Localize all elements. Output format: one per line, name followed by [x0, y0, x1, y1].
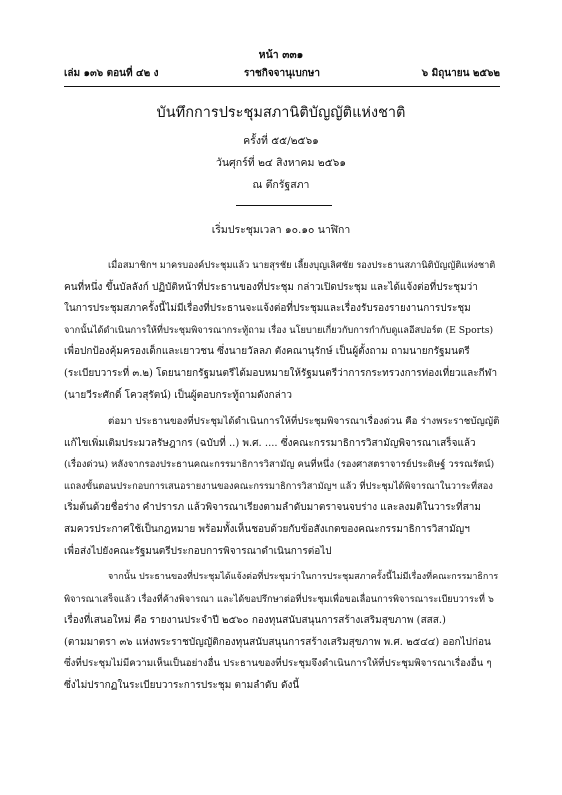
paragraph-line: เพื่อปกป้องคุ้มครองเด็กและเยาวชน ซึ่งนายวัลลภ ตังคณานุรักษ์ เป็นผู้ตั้งถาม ถามนายกรัฐมนตรี: [64, 346, 470, 358]
volume-issue: เล่ม ๑๓๖ ตอนที่ ๔๒ ง: [64, 68, 159, 79]
paragraph-line: ซึ่งไม่ปรากฏในระเบียบวาระการประชุม ตามลำดับ ดังนี้: [64, 679, 300, 691]
publication-date: ๖ มิถุนายน ๒๕๖๒: [421, 68, 500, 79]
paragraph-line: เริ่มต้นด้วยชื่อร่าง คำปรารภ แล้วพิจารณาเรียงตามลำดับมาตราจนจบร่าง และลงมติในวาระที่สาม: [64, 502, 481, 514]
paragraph-line: (เรื่องด่วน) หลังจากรองประธานคณะกรรมาธิการวิสามัญ คนที่หนึ่ง (รองศาสตราจารย์ประดิษฐ์ วรรณรัตน์): [64, 459, 495, 471]
header-divider: [64, 86, 500, 87]
session-number: ครั้งที่ ๕๕/๒๕๖๑: [243, 135, 319, 147]
paragraph-line: ในการประชุมสภาครั้งนี้ไม่มีเรื่องที่ประธานจะแจ้งต่อที่ประชุมและเรื่องรับรองรายงานการประชุม: [64, 303, 471, 315]
paragraph-line: สมควรประกาศใช้เป็นกฎหมาย พร้อมทั้งเห็นชอบด้วยกับข้อสังเกตของคณะกรรมาธิการวิสามัญฯ: [64, 523, 470, 535]
paragraph-line: เมื่อสมาชิกฯ มาครบองค์ประชุมแล้ว นายสุรชัย เลี้ยงบุญเลิศชัย รองประธานสภานิติบัญญัติแห่งชาติ: [108, 260, 496, 271]
paragraph-line: เรื่องที่เสนอใหม่ คือ รายงานประจำปี ๒๕๖๐ กองทุนสนับสนุนการสร้างเสริมสุขภาพ (สสส.): [64, 615, 446, 627]
paragraph-1: [64, 255, 500, 406]
paragraph-line: คนที่หนึ่ง ขึ้นบัลลังก์ ปฏิบัติหน้าที่ประธานของที่ประชุม กล่าวเปิดประชุม และได้แจ้งต่อที่ประชุมว่า: [64, 281, 478, 293]
meeting-venue: ณ ตึกรัฐสภา: [252, 179, 310, 191]
paragraph-line: (ระเบียบวาระที่ ๓.๒) โดยนายกรัฐมนตรีได้มอบหมายให้รัฐมนตรีว่าการกระทรวงการท่องเที่ยวและกีฬา: [64, 367, 498, 379]
paragraph-line: แถลงขั้นตอนประกอบการเสนอรายงานของคณะกรรมาธิการวิสามัญฯ แล้ว ที่ประชุมได้พิจารณาในวาระที่สอง: [64, 480, 493, 492]
paragraph-line: (นายวีระศักดิ์ โควสุรัตน์) เป็นผู้ตอบกระทู้ถามดังกล่าว: [64, 389, 292, 401]
title-separator: [236, 205, 332, 206]
paragraph-line: พิจารณาเสร็จแล้ว เรื่องที่ค้างพิจารณา และได้ขอปรึกษาต่อที่ประชุมเพื่อขอเลื่อนการพิจารณาระเบียบวาระที่ ๖: [64, 593, 494, 605]
page-number: หน้า ๓๓๑: [258, 49, 304, 61]
paragraph-line: เพื่อส่งไปยังคณะรัฐมนตรีประกอบการพิจารณาดำเนินการต่อไป: [64, 545, 332, 557]
paragraph-line: จากนั้น ประธานของที่ประชุมได้แจ้งต่อที่ประชุมว่าในการประชุมสภาครั้งนี้ไม่มีเรื่องที่คณะกรรมาธิการ: [108, 572, 499, 582]
gazette-name: ราชกิจจานุเบกษา: [243, 68, 321, 79]
paragraph-line: ต่อมา ประธานของที่ประชุมได้ดำเนินการให้ที่ประชุมพิจารณาเรื่องด่วน คือ ร่างพระราชบัญญัติ: [108, 416, 500, 427]
paragraph-line: (ตามมาตรา ๓๖ แห่งพระราชบัญญัติกองทุนสนับสนุนการสร้างเสริมสุขภาพ พ.ศ. ๒๕๔๔) ออกไปก่อน: [64, 636, 491, 648]
paragraph-3: [64, 567, 500, 697]
document-title: บันทึกการประชุมสภานิติบัญญัติแห่งชาติ: [156, 105, 406, 121]
paragraph-line: จากนั้นได้ดำเนินการให้ที่ประชุมพิจารณากระทู้ถาม เรื่อง นโยบายเกี่ยวกับการกำกับดูแลอีสปอร์ต (E Sports): [64, 324, 494, 336]
paragraph-line: ซึ่งที่ประชุมไม่มีความเห็นเป็นอย่างอื่น ประธานของที่ประชุมจึงดำเนินการให้ที่ประชุมพิจารณาเรื่องอื่น ๆ: [64, 658, 492, 670]
meeting-date: วันศุกร์ที่ ๒๔ สิงหาคม ๒๕๖๑: [215, 157, 347, 169]
gazette-header: [64, 66, 500, 82]
opening-time: เริ่มประชุมเวลา ๑๐.๑๐ นาฬิกา: [211, 224, 351, 236]
paragraph-line: แก้ไขเพิ่มเติมประมวลรัษฎากร (ฉบับที่ ..) พ.ศ. .... ซึ่งคณะกรรมาธิการวิสามัญพิจารณาเสร็จแล้ว: [64, 437, 476, 449]
paragraph-2: [64, 411, 500, 562]
